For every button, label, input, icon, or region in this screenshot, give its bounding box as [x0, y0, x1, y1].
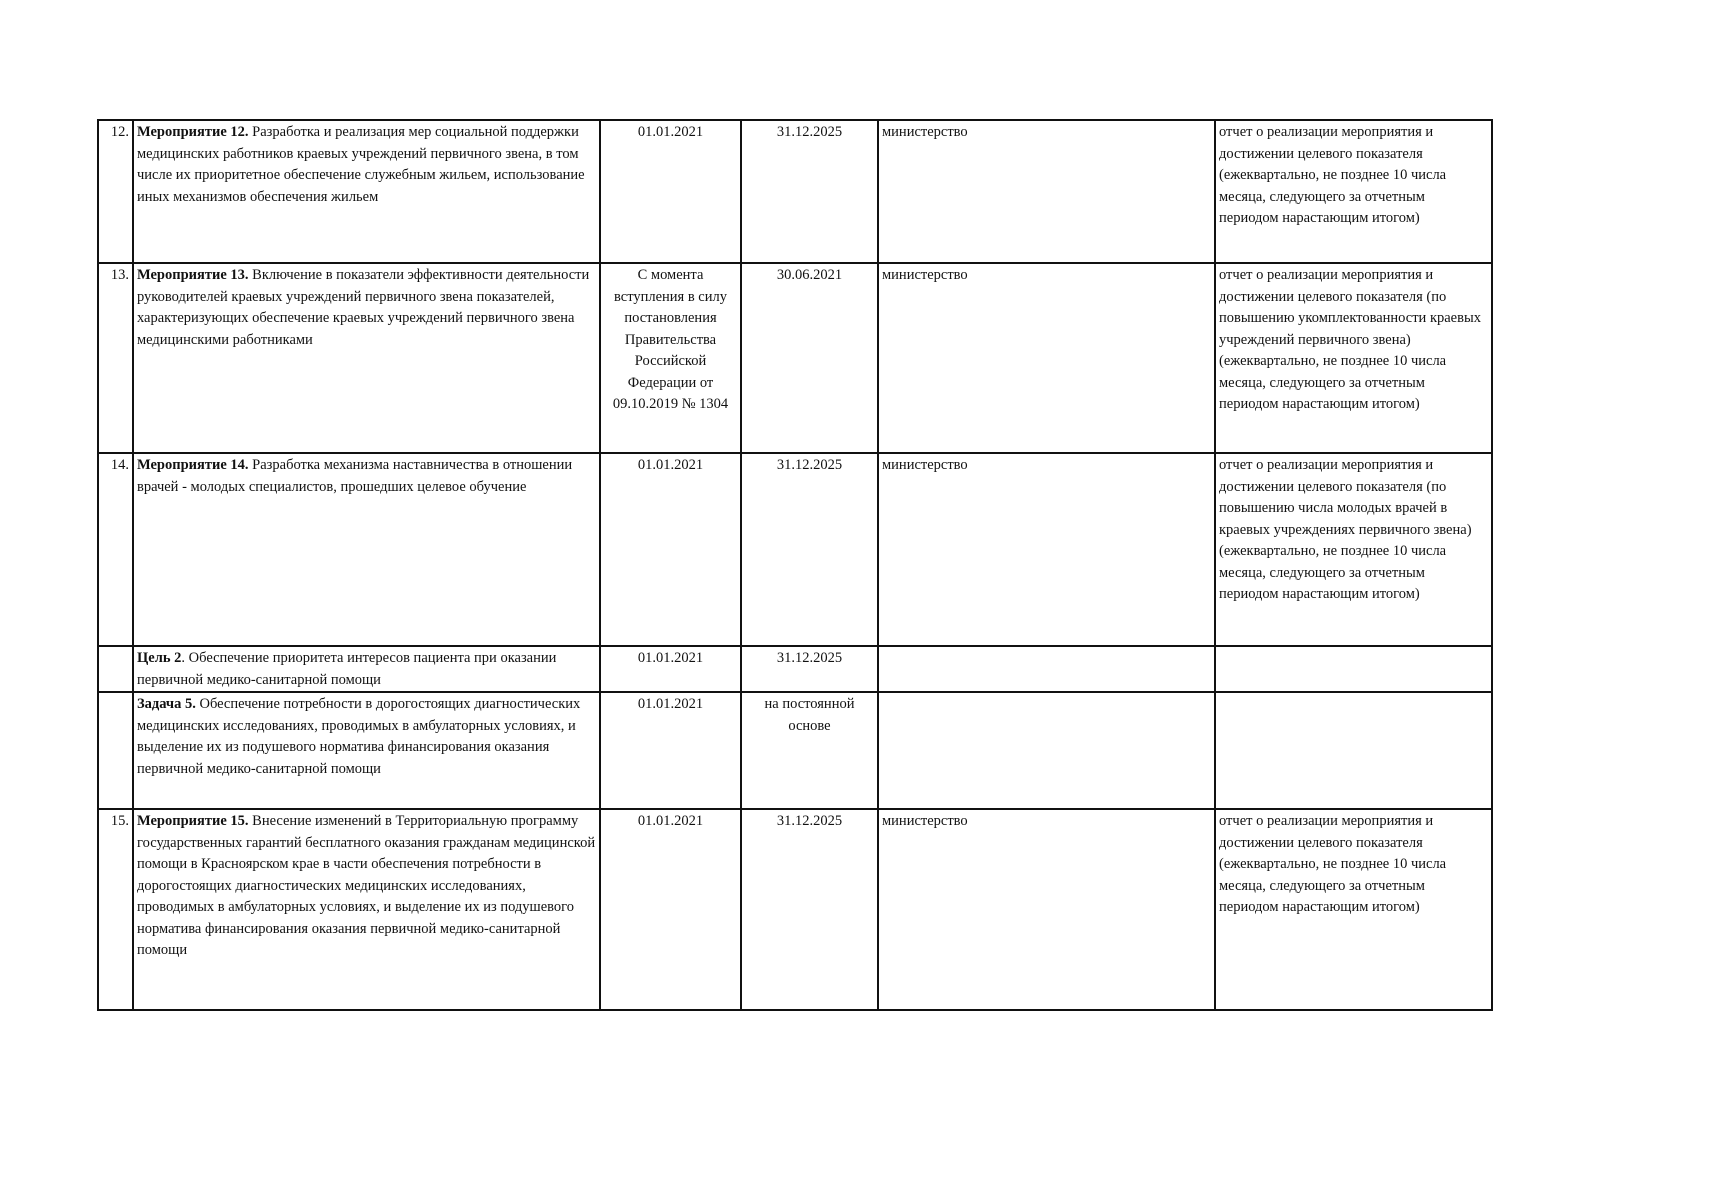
row-number: 14. [98, 453, 133, 646]
start-date: 01.01.2021 [600, 453, 741, 646]
row-number: 13. [98, 263, 133, 453]
report-form [1215, 646, 1492, 692]
end-date: 31.12.2025 [741, 453, 878, 646]
measure-text: Включение в показатели эффективности деятельности руководителей краевых учреждений первичного звена показателей, характеризующих обеспечение краевых учреждений первичного звена медицинскими работниками [137, 267, 590, 348]
row-number: 15. [98, 809, 133, 1010]
start-date: 01.01.2021 [600, 692, 741, 809]
start-date: 01.01.2021 [600, 120, 741, 263]
start-date: С момента вступления в силу постановления Правительства Российской Федерации от 09.10.2019 № 1304 [600, 263, 741, 453]
measure-description [133, 453, 600, 646]
measure-description [133, 263, 600, 453]
table-row [98, 809, 1492, 1010]
table-row [98, 646, 1492, 692]
measure-description [133, 120, 600, 263]
measure-description [133, 809, 600, 1010]
row-number [98, 646, 133, 692]
measure-text: Разработка и реализация мер социальной поддержки медицинских работников краевых учреждений первичного звена, в том числе их приоритетное обеспечение служебным жильем, использование иных механизмов обеспечения жильем [137, 124, 585, 205]
executor: министерство [878, 263, 1215, 453]
start-date: 01.01.2021 [600, 646, 741, 692]
measures-table [97, 119, 1493, 1011]
end-date: 31.12.2025 [741, 120, 878, 263]
measure-lead: Мероприятие 15. [137, 813, 249, 829]
start-date: 01.01.2021 [600, 809, 741, 1010]
report-form: отчет о реализации мероприятия и достижении целевого показателя (по повышению укомплектованности краевых учреждений первичного звена) (ежеквартально, не позднее 10 числа месяца, следующего за отчетным периодом нарастающим итогом) [1215, 263, 1492, 453]
table-row [98, 120, 1492, 263]
measure-lead: Мероприятие 14. [137, 457, 249, 473]
task-description [133, 692, 600, 809]
end-date: 30.06.2021 [741, 263, 878, 453]
table-row [98, 263, 1492, 453]
end-date: на постоянной основе [741, 692, 878, 809]
row-number: 12. [98, 120, 133, 263]
report-form: отчет о реализации мероприятия и достижении целевого показателя (ежеквартально, не позднее 10 числа месяца, следующего за отчетным периодом нарастающим итогом) [1215, 120, 1492, 263]
report-form: отчет о реализации мероприятия и достижении целевого показателя (ежеквартально, не позднее 10 числа месяца, следующего за отчетным периодом нарастающим итогом) [1215, 809, 1492, 1010]
report-form [1215, 692, 1492, 809]
table-row [98, 692, 1492, 809]
measure-lead: Мероприятие 12. [137, 124, 249, 140]
measure-text: Внесение изменений в Территориальную программу государственных гарантий бесплатного оказания гражданам медицинской помощи в Красноярском крае в части обеспечения потребности в дорогостоящих диагностических медицинских исследованиях, проводимых в амбулаторных условиях, и выделение их из подушевого норматива финансирования оказания первичной медико-санитарной помощи [137, 813, 596, 958]
goal-description [133, 646, 600, 692]
goal-lead: Цель 2 [137, 650, 182, 666]
executor [878, 692, 1215, 809]
executor [878, 646, 1215, 692]
row-number [98, 692, 133, 809]
measure-text: Разработка механизма наставничества в отношении врачей - молодых специалистов, прошедших целевое обучение [137, 457, 573, 495]
executor: министерство [878, 809, 1215, 1010]
end-date: 31.12.2025 [741, 646, 878, 692]
report-form: отчет о реализации мероприятия и достижении целевого показателя (по повышению числа молодых врачей в краевых учреждениях первичного звена) (ежеквартально, не позднее 10 числа месяца, следующего за отчетным периодом нарастающим итогом) [1215, 453, 1492, 646]
task-text: Обеспечение потребности в дорогостоящих диагностических медицинских исследованиях, проводимых в амбулаторных условиях, и выделение их из подушевого норматива финансирования оказания первичной медико-санитарной помощи [137, 696, 581, 777]
table-row [98, 453, 1492, 646]
measure-lead: Мероприятие 13. [137, 267, 249, 283]
executor: министерство [878, 453, 1215, 646]
document-page [97, 119, 1491, 1011]
task-lead: Задача 5. [137, 696, 196, 712]
goal-text: . Обеспечение приоритета интересов пациента при оказании первичной медико-санитарной помощи [137, 650, 557, 688]
executor: министерство [878, 120, 1215, 263]
end-date: 31.12.2025 [741, 809, 878, 1010]
